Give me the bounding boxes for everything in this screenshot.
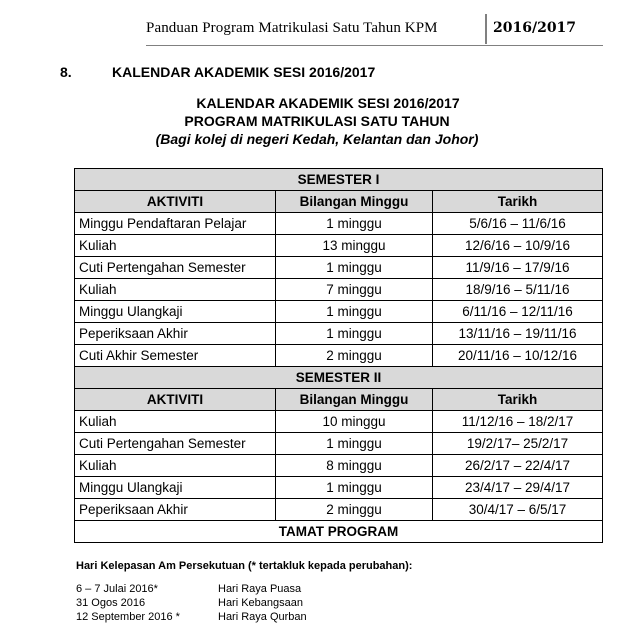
table-row xyxy=(75,433,603,455)
cell-weeks: 1 minggu xyxy=(276,323,433,345)
header-rule xyxy=(146,45,603,46)
cell-weeks: 2 minggu xyxy=(276,345,433,367)
cell-weeks: 2 minggu xyxy=(276,499,433,521)
cell-date: 19/2/17– 25/2/17 xyxy=(433,433,603,455)
col-header-weeks: Bilangan Minggu xyxy=(276,191,433,213)
table-row xyxy=(75,411,603,433)
page-header xyxy=(0,18,638,46)
calendar-title: KALENDAR AKADEMIK SESI 2016/2017 xyxy=(196,95,460,111)
cell-weeks: 8 minggu xyxy=(276,455,433,477)
cell-date: 11/12/16 – 18/2/17 xyxy=(433,411,603,433)
column-header-row xyxy=(75,191,603,213)
calendar-titles xyxy=(0,94,638,148)
table-row xyxy=(75,213,603,235)
program-title: PROGRAM MATRIKULASI SATU TAHUN xyxy=(184,113,450,129)
holiday-date: 6 – 7 Julai 2016* xyxy=(76,583,158,595)
table-row xyxy=(75,345,603,367)
cell-weeks: 1 minggu xyxy=(276,433,433,455)
holiday-name: Hari Raya Qurban xyxy=(218,611,307,623)
header-year: 2016/2017 xyxy=(493,20,577,36)
cell-activity: Kuliah xyxy=(75,235,276,257)
cell-activity: Peperiksaan Akhir xyxy=(75,499,276,521)
header-divider xyxy=(485,14,487,44)
table-row xyxy=(75,477,603,499)
table-row xyxy=(75,279,603,301)
cell-date: 30/4/17 – 6/5/17 xyxy=(433,499,603,521)
cell-activity: Kuliah xyxy=(75,279,276,301)
col-header-activity: AKTIVITI xyxy=(75,389,276,411)
holiday-name: Hari Kebangsaan xyxy=(218,597,304,609)
table-row xyxy=(75,301,603,323)
section-title: KALENDAR AKADEMIK SESI 2016/2017 xyxy=(112,64,376,80)
cell-weeks: 1 minggu xyxy=(276,301,433,323)
program-subtitle: (Bagi kolej di negeri Kedah, Kelantan dan Johor) xyxy=(155,131,479,147)
cell-weeks: 10 minggu xyxy=(276,411,433,433)
cell-activity: Kuliah xyxy=(75,411,276,433)
end-program-row xyxy=(75,521,603,543)
holiday-date: 31 Ogos 2016 xyxy=(76,597,146,609)
cell-date: 23/4/17 – 29/4/17 xyxy=(433,477,603,499)
section-heading xyxy=(60,64,375,80)
col-header-activity: AKTIVITI xyxy=(75,191,276,213)
holiday-date: 12 September 2016 * xyxy=(76,611,180,623)
academic-calendar-table xyxy=(74,168,603,543)
cell-activity: Peperiksaan Akhir xyxy=(75,323,276,345)
section-number: 8. xyxy=(60,64,72,80)
cell-date: 18/9/16 – 5/11/16 xyxy=(433,279,603,301)
col-header-date: Tarikh xyxy=(433,389,603,411)
cell-weeks: 1 minggu xyxy=(276,213,433,235)
cell-activity: Minggu Ulangkaji xyxy=(75,301,276,323)
cell-activity: Cuti Akhir Semester xyxy=(75,345,276,367)
holidays-title: Hari Kelepasan Am Persekutuan (* tertakluk kepada perubahan): xyxy=(76,560,413,572)
header-title: Panduan Program Matrikulasi Satu Tahun KPM xyxy=(146,20,438,36)
cell-weeks: 1 minggu xyxy=(276,477,433,499)
column-header-row xyxy=(75,389,603,411)
cell-date: 13/11/16 – 19/11/16 xyxy=(433,323,603,345)
cell-activity: Cuti Pertengahan Semester xyxy=(75,257,276,279)
cell-date: 12/6/16 – 10/9/16 xyxy=(433,235,603,257)
table-row xyxy=(75,323,603,345)
cell-weeks: 7 minggu xyxy=(276,279,433,301)
cell-activity: Cuti Pertengahan Semester xyxy=(75,433,276,455)
cell-date: 20/11/16 – 10/12/16 xyxy=(433,345,603,367)
cell-date: 11/9/16 – 17/9/16 xyxy=(433,257,603,279)
table-row xyxy=(75,499,603,521)
cell-activity: Minggu Pendaftaran Pelajar xyxy=(75,213,276,235)
cell-date: 6/11/16 – 12/11/16 xyxy=(433,301,603,323)
semester-2-header-row xyxy=(75,367,603,389)
cell-date: 26/2/17 – 22/4/17 xyxy=(433,455,603,477)
table-row xyxy=(75,235,603,257)
col-header-date: Tarikh xyxy=(433,191,603,213)
cell-weeks: 1 minggu xyxy=(276,257,433,279)
cell-weeks: 13 minggu xyxy=(276,235,433,257)
semester-1-label: SEMESTER I xyxy=(75,169,603,191)
semester-1-header-row xyxy=(75,169,603,191)
cell-activity: Kuliah xyxy=(75,455,276,477)
holiday-name: Hari Raya Puasa xyxy=(218,583,302,595)
cell-date: 5/6/16 – 11/6/16 xyxy=(433,213,603,235)
cell-activity: Minggu Ulangkaji xyxy=(75,477,276,499)
table-row xyxy=(75,257,603,279)
col-header-weeks: Bilangan Minggu xyxy=(276,389,433,411)
end-program-label: TAMAT PROGRAM xyxy=(75,521,603,543)
semester-2-label: SEMESTER II xyxy=(75,367,603,389)
table-row xyxy=(75,455,603,477)
